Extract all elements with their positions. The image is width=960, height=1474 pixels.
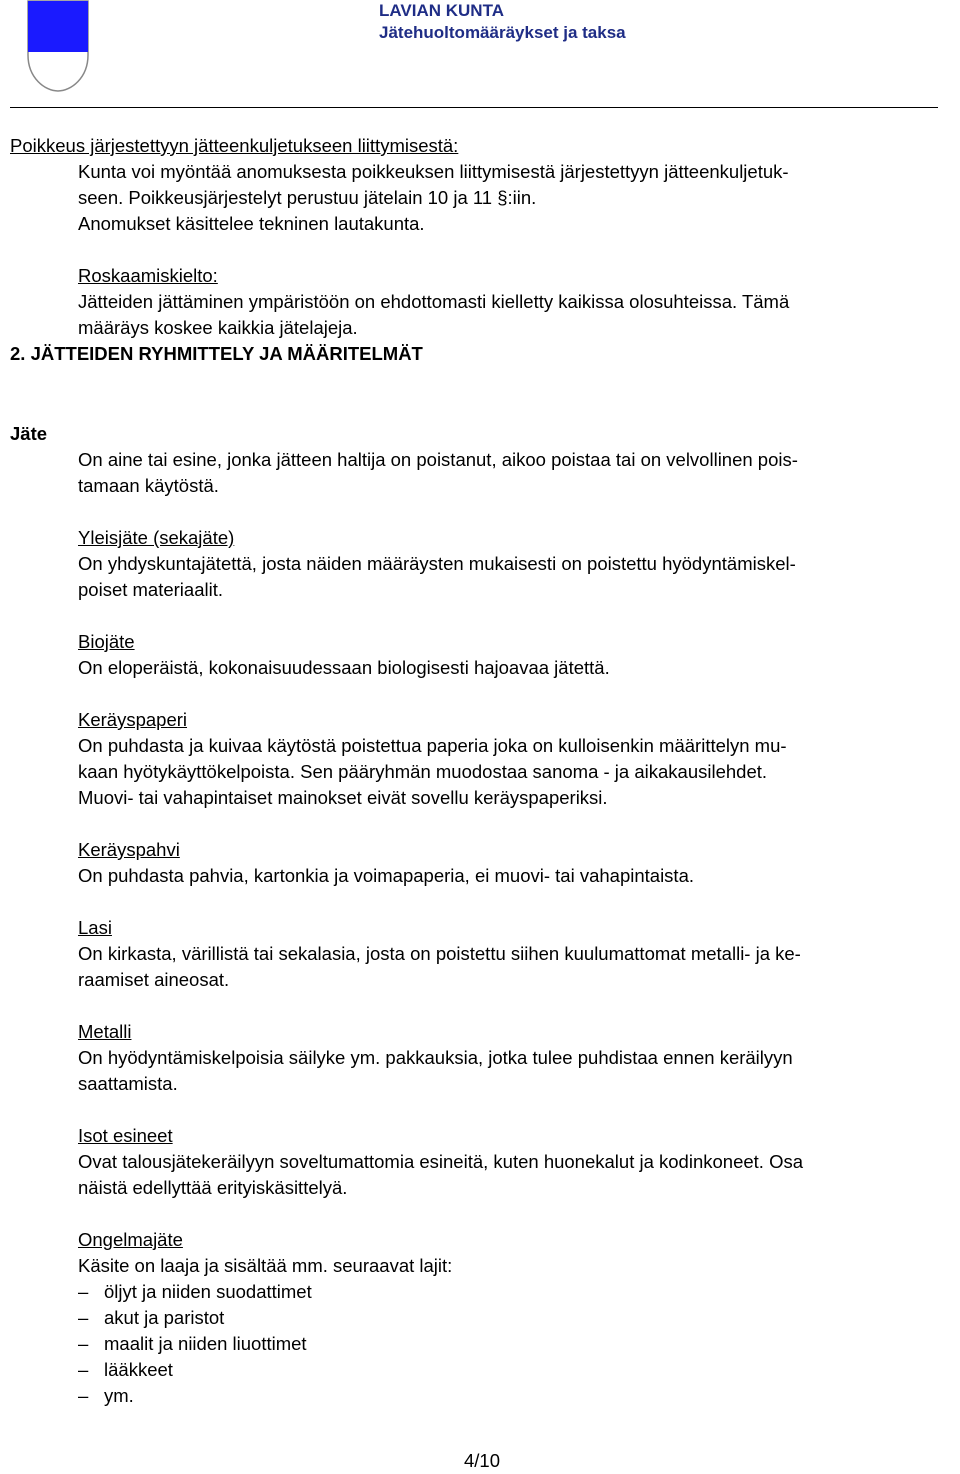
- exemption-line: Kunta voi myöntää anomuksesta poikkeuksen liittymisestä järjestettyyn jätteenkuljetuk-: [78, 161, 789, 182]
- definition-term: Lasi: [78, 917, 112, 938]
- municipal-crest-logo: [27, 0, 89, 92]
- dash-bullet-icon: –: [78, 1385, 89, 1406]
- definition-line: Muovi- tai vahapintaiset mainokset eivät sovellu keräyspaperiksi.: [78, 787, 608, 808]
- littering-line: määräys koskee kaikkia jätelajeja.: [78, 317, 358, 338]
- header-divider: [10, 107, 938, 108]
- section-2-title: 2. JÄTTEIDEN RYHMITTELY JA MÄÄRITELMÄT: [10, 343, 423, 364]
- definition-term: Keräyspahvi: [78, 839, 180, 860]
- dash-bullet-icon: –: [78, 1281, 89, 1302]
- definition-term: Biojäte: [78, 631, 135, 652]
- definition-line: näistä edellyttää erityiskäsittelyä.: [78, 1177, 348, 1198]
- header-document-title: Jätehuoltomääräykset ja taksa: [379, 23, 626, 42]
- definition-term: Keräyspaperi: [78, 709, 188, 730]
- definition-line: raamiset aineosat.: [78, 969, 230, 990]
- jate-label: Jäte: [10, 423, 48, 444]
- list-item: – akut ja paristot: [78, 1305, 224, 1331]
- definition-term: Metalli: [78, 1021, 132, 1042]
- definition-line: poiset materiaalit.: [78, 579, 223, 600]
- definition-line: saattamista.: [78, 1073, 178, 1094]
- list-item: – öljyt ja niiden suodattimet: [78, 1279, 312, 1305]
- definition-term: Yleisjäte (sekajäte): [78, 527, 235, 548]
- dash-bullet-icon: –: [78, 1333, 89, 1354]
- jate-line: On aine tai esine, jonka jätteen haltija on poistanut, aikoo poistaa tai on velvollinen pois-: [78, 449, 798, 470]
- definition-line: On eloperäistä, kokonaisuudessaan biologisesti hajoavaa jätettä.: [78, 657, 610, 678]
- list-item: – lääkkeet: [78, 1357, 173, 1383]
- exemption-heading: Poikkeus järjestettyyn jätteenkuljetukseen liittymisestä:: [10, 135, 459, 156]
- dash-bullet-icon: –: [78, 1307, 89, 1328]
- definition-line: On puhdasta ja kuivaa käytöstä poistettua paperia joka on kulloisenkin määrittelyn mu-: [78, 735, 787, 756]
- definition-line: On hyödyntämiskelpoisia säilyke ym. pakkauksia, jotka tulee puhdistaa ennen keräilyyn: [78, 1047, 793, 1068]
- definition-line: On puhdasta pahvia, kartonkia ja voimapaperia, ei muovi- tai vahapintaista.: [78, 865, 694, 886]
- dash-bullet-icon: –: [78, 1359, 89, 1380]
- definition-line: Ovat talousjätekeräilyyn soveltumattomia esineitä, kuten huonekalut ja kodinkoneet. Osa: [78, 1151, 803, 1172]
- exemption-line: seen. Poikkeusjärjestelyt perustuu jätelain 10 ja 11 §:iin.: [78, 187, 537, 208]
- definition-line: On kirkasta, värillistä tai sekalasia, josta on poistettu siihen kuulumattomat metalli- ja ke-: [78, 943, 801, 964]
- exemption-line: Anomukset käsittelee tekninen lautakunta.: [78, 213, 425, 234]
- definition-term: Isot esineet: [78, 1125, 173, 1146]
- list-item: – maalit ja niiden liuottimet: [78, 1331, 307, 1357]
- definition-term: Ongelmajäte: [78, 1229, 183, 1250]
- jate-line: tamaan käytöstä.: [78, 475, 219, 496]
- littering-line: Jätteiden jättäminen ympäristöön on ehdottomasti kielletty kaikissa olosuhteissa. Tämä: [78, 291, 790, 312]
- page-number: 4/10: [464, 1450, 501, 1471]
- definition-line: On yhdyskuntajätettä, josta näiden määräysten mukaisesti on poistettu hyödyntämiskel-: [78, 553, 796, 574]
- list-item: – ym.: [78, 1383, 134, 1409]
- header-municipality: LAVIAN KUNTA: [379, 1, 504, 20]
- definition-line: kaan hyötykäyttökelpoista. Sen pääryhmän muodostaa sanoma - ja aikakausilehdet.: [78, 761, 768, 782]
- definition-line: Käsite on laaja ja sisältää mm. seuraavat lajit:: [78, 1255, 453, 1276]
- littering-heading: Roskaamiskielto:: [78, 265, 218, 286]
